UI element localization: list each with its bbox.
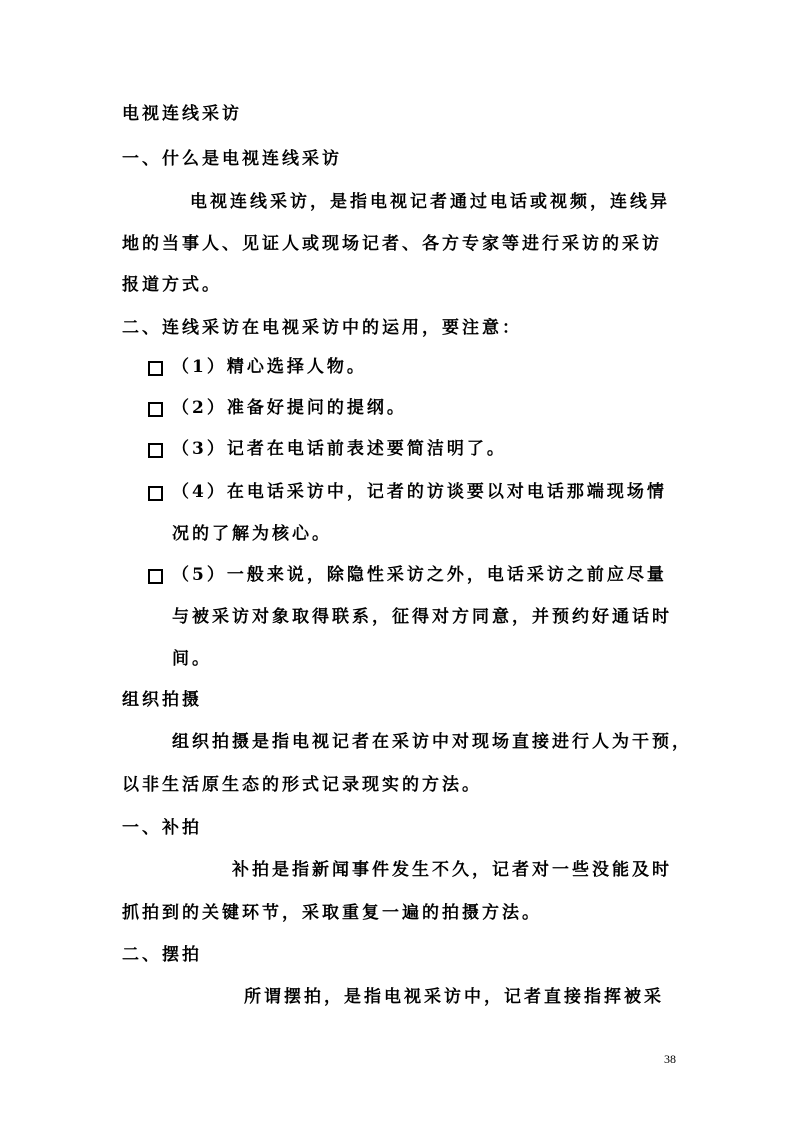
checkbox-icon bbox=[148, 402, 163, 417]
heading-organized-shooting: 组织拍摄 bbox=[122, 690, 202, 710]
list-item-continuation: 间。 bbox=[172, 649, 212, 669]
section-title-what-is: 一、什么是电视连线采访 bbox=[122, 149, 342, 169]
paragraph-line: 报道方式。 bbox=[122, 275, 222, 295]
paragraph-line: 抓拍到的关键环节，采取重复一遍的拍摄方法。 bbox=[122, 903, 542, 923]
paragraph-line: 组织拍摄是指电视记者在采访中对现场直接进行人为干预， bbox=[172, 732, 692, 752]
list-item: （2）准备好提问的提纲。 bbox=[172, 398, 407, 418]
heading-tv-live-interview: 电视连线采访 bbox=[122, 104, 242, 124]
list-item: （5）一般来说，除隐性采访之外，电话采访之前应尽量 bbox=[172, 565, 667, 585]
list-item: （1）精心选择人物。 bbox=[172, 357, 367, 377]
checkbox-icon bbox=[148, 443, 163, 458]
checkbox-icon bbox=[148, 569, 163, 584]
section-title-reshoot: 一、补拍 bbox=[122, 818, 202, 838]
list-item-continuation: 与被采访对象取得联系，征得对方同意，并预约好通话时 bbox=[172, 607, 672, 627]
paragraph-line: 补拍是指新闻事件发生不久，记者对一些没能及时 bbox=[232, 860, 672, 880]
paragraph-line: 以非生活原生态的形式记录现实的方法。 bbox=[122, 775, 482, 795]
list-item: （3）记者在电话前表述要简洁明了。 bbox=[172, 439, 507, 459]
section-title-usage: 二、连线采访在电视采访中的运用，要注意： bbox=[122, 318, 522, 338]
page-number: 38 bbox=[664, 1052, 676, 1066]
paragraph-line: 所谓摆拍，是指电视采访中，记者直接指挥被采 bbox=[244, 987, 664, 1007]
section-title-staged-shooting: 二、摆拍 bbox=[122, 945, 202, 965]
list-item: （4）在电话采访中，记者的访谈要以对电话那端现场情 bbox=[172, 482, 667, 502]
paragraph-line: 地的当事人、见证人或现场记者、各方专家等进行采访的采访 bbox=[122, 234, 662, 254]
checkbox-icon bbox=[148, 486, 163, 501]
paragraph-line: 电视连线采访，是指电视记者通过电话或视频，连线异 bbox=[190, 192, 670, 212]
list-item-continuation: 况的了解为核心。 bbox=[172, 524, 332, 544]
checkbox-icon bbox=[148, 361, 163, 376]
